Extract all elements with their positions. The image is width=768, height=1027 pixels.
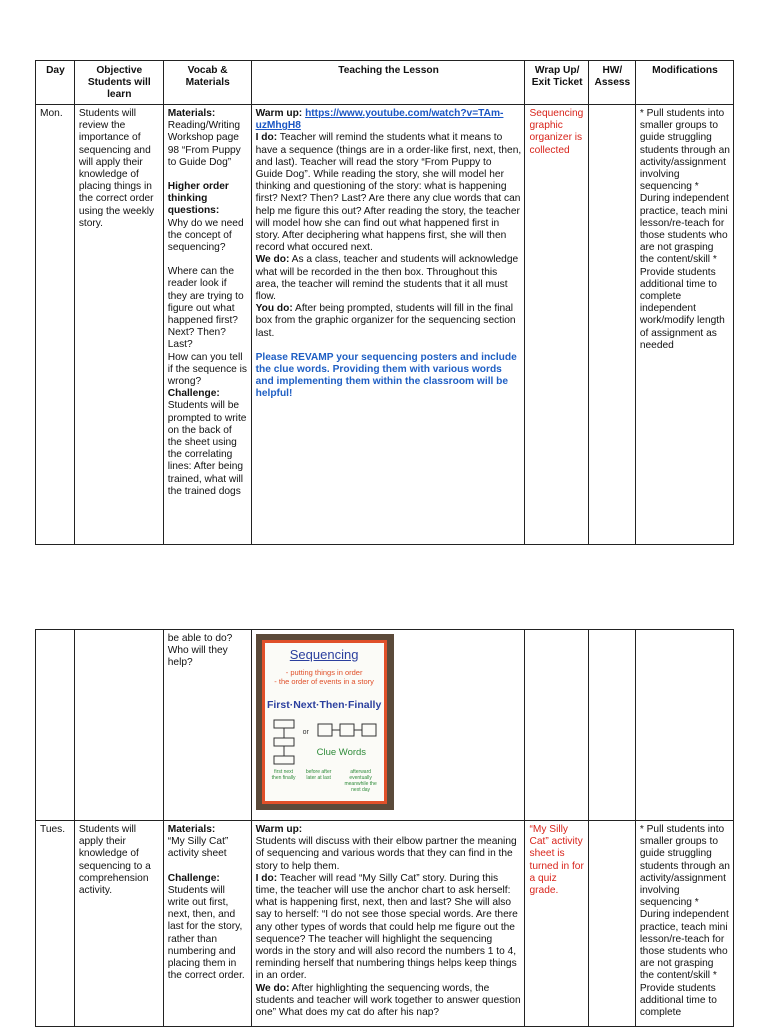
clue-words-col-1: first next then finally	[271, 769, 296, 781]
header-vocab: Vocab & Materials	[163, 61, 251, 105]
warmup-video-link[interactable]: https://www.youtube.com/watch?v=TAm-uzMhgH8	[255, 108, 504, 132]
lesson-plan-table-2	[35, 629, 734, 1027]
flow-boxes-horizontal	[317, 721, 377, 739]
table-row-tuesday	[36, 821, 734, 1027]
clue-words-col-3: afterward eventually meanwhile the next day	[344, 769, 377, 793]
cont-teaching	[251, 630, 525, 821]
materials-text: Reading/Writing Workshop page 98 “From Puppy to Guide Dog”	[167, 120, 241, 168]
anchor-chart-photo	[256, 634, 394, 810]
tuesday-vocab	[163, 821, 251, 1027]
monday-modifications: * Pull students into smaller groups to guide struggling students through an activity/assignment involving sequencing * During independent practice, teach mini lesson/re-teach for those students who are not grasping the content/skill * Provide students additional time to complete independent work/modify length of assignment as needed	[635, 105, 733, 545]
tuesday-modifications: * Pull students into smaller groups to guide struggling students through an activity/assignment involving sequencing * During independent practice, teach mini lesson/re-teach for those students who are not grasping the content/skill * Provide students additional time to complete	[635, 821, 733, 1027]
table-row-continued	[36, 630, 734, 821]
cont-day	[36, 630, 75, 821]
challenge-label: Challenge:	[167, 388, 220, 400]
anchor-chart-or: or	[302, 729, 309, 736]
tuesday-wedo-label: We do:	[255, 982, 290, 994]
monday-hw	[588, 105, 635, 545]
cont-objective	[74, 630, 163, 821]
anchor-chart-line-2: - the order of events in a story	[274, 677, 374, 686]
anchor-chart-poster	[262, 640, 387, 804]
tuesday-wedo-text: After highlighting the sequencing words, the students and teacher will work together to answer question one” What does my cat do after his nap?	[255, 982, 521, 1019]
header-objective: Objective Students will learn	[74, 61, 163, 105]
monday-objective: Students will review the importance of sequencing and will apply their knowledge of placing things in the correct order using the weekly story.	[74, 105, 163, 545]
cont-modifications	[635, 630, 733, 821]
tuesday-materials-text: “My Silly Cat” activity sheet	[167, 836, 229, 860]
warmup-label: Warm up:	[255, 108, 303, 119]
monday-day: Mon.	[36, 105, 75, 545]
materials-label: Materials:	[167, 108, 216, 119]
wedo-text: As a class, teacher and students will acknowledge what will be recorded in the then box. Throughout this area, the teacher will remind the students that it all must flow.	[255, 254, 519, 303]
cont-wrap	[525, 630, 588, 821]
tuesday-challenge-label: Challenge:	[167, 872, 220, 884]
tuesday-teaching	[251, 821, 525, 1027]
header-hw: HW/ Assess	[588, 61, 635, 105]
anchor-chart-line-1: - putting things in order	[285, 668, 363, 677]
youdo-text: After being prompted, students will fill in the final box from the graphic organizer for the sequencing section last.	[255, 303, 516, 339]
flow-boxes-vertical	[273, 719, 295, 765]
wedo-label: We do:	[255, 254, 290, 266]
cont-vocab: be able to do? Who will they help?	[163, 630, 251, 821]
header-row	[36, 61, 734, 105]
anchor-chart-banner: First·Next·Then·Finally	[266, 699, 382, 711]
monday-vocab	[163, 105, 251, 545]
challenge-text: Students will be prompted to write on the back of the sheet using the correlating lines: After being trained, what will the trained dogs	[167, 400, 247, 497]
anchor-chart-title: Sequencing	[289, 647, 359, 662]
tuesday-wrap: “My Silly Cat” activity sheet is turned in for a quiz grade.	[525, 821, 588, 1027]
revamp-note: Please REVAMP your sequencing posters and include the clue words. Providing them with various words and implementing them within the classroom will be helpful!	[255, 351, 517, 400]
tuesday-warmup-label: Warm up:	[255, 824, 303, 835]
hot-question-2: Where can the reader look if they are trying to figure out what happened first? Next? Then? Last?	[167, 266, 244, 351]
table-row-monday	[36, 105, 734, 545]
ido-label: I do:	[255, 132, 278, 144]
lesson-plan-table-1	[35, 60, 734, 545]
hot-question-3: How can you tell if the sequence is wrong?	[167, 351, 248, 388]
ido-text: Teacher will remind the students what it means to have a sequence (things are in a order-like first, next, then, and last). Teacher will read the story “From Puppy to Guide Dog”. While reading the story, she will model her thinking and questioning of the story: what is happening first? Next? Then? Last? Are there any clue words that can help me figure this out? After reading the story, the teacher will model how she can find out what happened first in story. After deciphering what happens first, she will then record what occured next.	[255, 132, 522, 254]
tuesday-materials-label: Materials:	[167, 824, 216, 835]
monday-teaching	[251, 105, 525, 545]
monday-wrap: Sequencing graphic organizer is collected	[525, 105, 588, 545]
hot-questions-label: Higher order thinking questions:	[167, 181, 229, 217]
cont-hw	[588, 630, 635, 821]
header-modifications: Modifications	[635, 61, 733, 105]
tuesday-day: Tues.	[36, 821, 75, 1027]
tuesday-hw	[588, 821, 635, 1027]
tuesday-ido-label: I do:	[255, 872, 278, 884]
clue-words-col-2: before after later at last	[305, 769, 332, 781]
tuesday-objective: Students will apply their knowledge of sequencing to a comprehension activity.	[74, 821, 163, 1027]
tuesday-challenge-text: Students will write out first, next, then, and last for the story, rather than numbering and placing them in the correct order.	[167, 884, 245, 982]
hot-question-1: Why do we need the concept of sequencing?	[167, 217, 244, 254]
tuesday-warmup-text: Students will discuss with their elbow partner the meaning of sequencing and various words that they can find in the story to help them.	[255, 836, 517, 872]
header-day: Day	[36, 61, 75, 105]
anchor-chart-clue-title: Clue Words	[316, 747, 367, 758]
header-teaching: Teaching the Lesson	[251, 61, 525, 105]
header-wrap: Wrap Up/ Exit Ticket	[525, 61, 588, 105]
tuesday-ido-text: Teacher will read “My Silly Cat” story. During this time, the teacher will use the anchor chart to ask herself: what is happening first, next, then and last? She will also say to herself: “I do not see those special words. Are there any other types of words that could help me figure out the sequence? The teacher will highlight the sequencing words in the story and will also record the numbers 1 to 4, reminding herself that numbering things helps keep things in an order.	[255, 872, 518, 982]
youdo-label: You do:	[255, 303, 293, 315]
